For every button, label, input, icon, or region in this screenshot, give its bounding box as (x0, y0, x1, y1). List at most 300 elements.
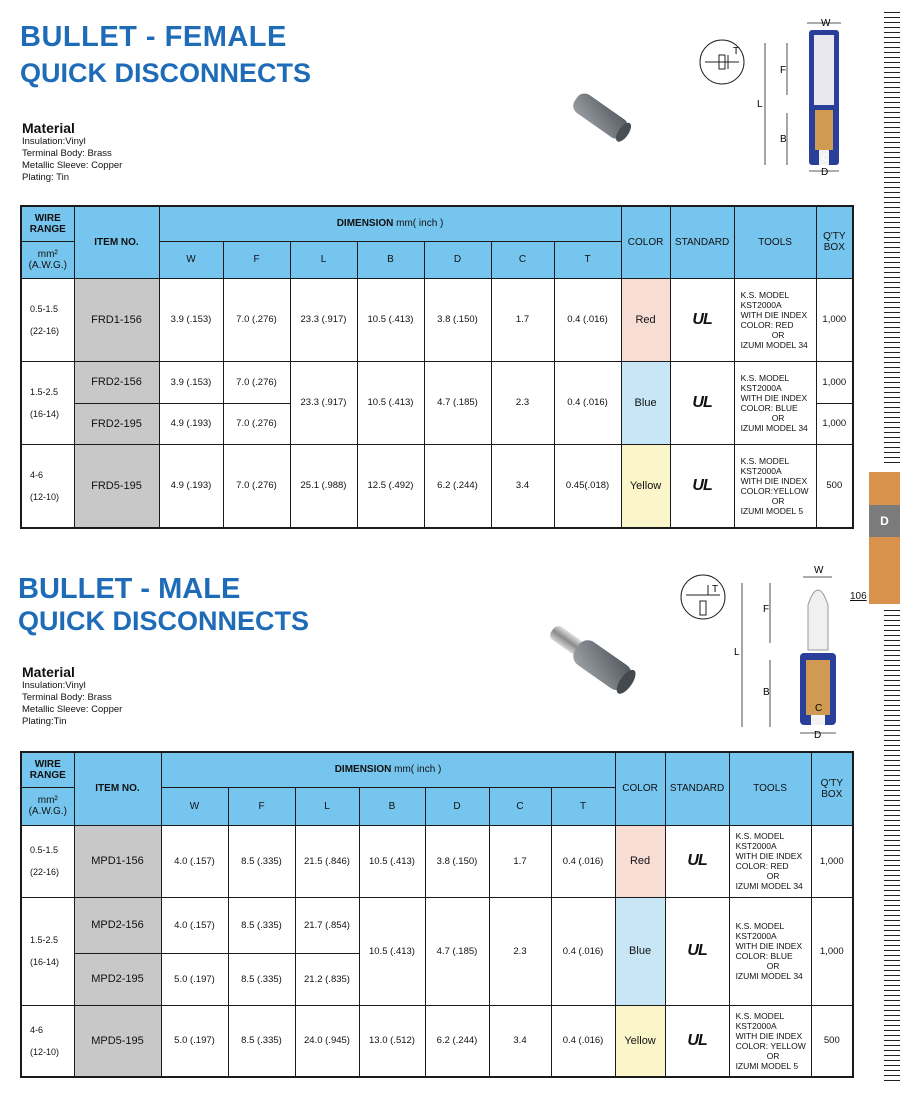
color-cell: Blue (621, 361, 670, 444)
wire-range-cell: 0.5-1.5 (22-16) (21, 825, 74, 897)
ruler-tick (884, 407, 900, 408)
page-number: 106 (850, 591, 867, 602)
item-no-cell: FRD2-195 (74, 403, 159, 444)
qty-cell: 1,000 (811, 825, 853, 897)
f-cell: 8.5 (.335) (228, 825, 295, 897)
ruler-tick (884, 1075, 900, 1076)
wire-range-cell: 4-6 (12-10) (21, 444, 74, 528)
ruler-tick (884, 337, 900, 338)
ruler-tick (884, 52, 900, 53)
female-diagram-label-b: B (780, 134, 787, 145)
f-cell: 8.5 (.335) (228, 1005, 295, 1077)
ruler-tick (884, 645, 900, 646)
d-cell: 6.2 (.244) (424, 444, 491, 528)
ruler-tick (884, 377, 900, 378)
color-header: COLOR (621, 206, 670, 278)
ruler-tick (884, 715, 900, 716)
standard-header: STANDARD (665, 752, 729, 825)
female-material-line: Terminal Body: Brass (22, 148, 112, 159)
male-material-line: Terminal Body: Brass (22, 692, 112, 703)
ruler-tick (884, 157, 900, 158)
section-tab (869, 472, 900, 604)
col-d-header: D (425, 787, 489, 825)
ruler-tick (884, 1060, 900, 1061)
col-b-header: B (359, 787, 425, 825)
w-cell: 3.9 (.153) (159, 278, 223, 361)
ruler-tick (884, 905, 900, 906)
ruler-tick (884, 805, 900, 806)
ruler-tick (884, 730, 900, 731)
ruler-tick (884, 1045, 900, 1046)
ruler-tick (884, 820, 900, 821)
ruler-tick (884, 765, 900, 766)
ruler-tick (884, 127, 900, 128)
d-cell: 6.2 (.244) (425, 1005, 489, 1077)
ruler-tick (884, 382, 900, 383)
ruler-tick (884, 630, 900, 631)
female-material-line: Metallic Sleeve: Copper (22, 160, 123, 171)
c-cell: 3.4 (489, 1005, 551, 1077)
ruler-tick (884, 825, 900, 826)
l-cell: 21.2 (.835) (295, 953, 359, 1005)
ruler-tick (884, 272, 900, 273)
ruler-tick (884, 262, 900, 263)
ruler-tick (884, 815, 900, 816)
qty-cell: 1,000 (816, 403, 853, 444)
ruler-tick (884, 132, 900, 133)
ruler-tick (884, 432, 900, 433)
ruler-tick (884, 965, 900, 966)
female-diagram-label-c: C (822, 153, 830, 164)
male-diagram-label-w: W (814, 565, 824, 576)
ruler-tick (884, 212, 900, 213)
col-l-header: L (290, 241, 357, 278)
qty-header: Q'TY BOX (816, 206, 853, 278)
ruler-tick (884, 372, 900, 373)
mm-awg-header: mm² (A.W.G.) (21, 241, 74, 278)
ruler-tick (884, 785, 900, 786)
ruler-tick (884, 975, 900, 976)
tools-cell: K.S. MODEL KST2000A WITH DIE INDEX COLOR:YELLOW OR IZUMI MODEL 5 (734, 444, 816, 528)
color-cell: Red (615, 825, 665, 897)
ruler-tick (884, 735, 900, 736)
tools-cell: K.S. MODEL KST2000A WITH DIE INDEX COLOR: BLUE OR IZUMI MODEL 34 (729, 897, 811, 1005)
ruler-tick (884, 397, 900, 398)
section-tab-letter: D (869, 505, 900, 537)
ruler-tick (884, 685, 900, 686)
ruler-tick (884, 790, 900, 791)
l-cell: 23.3 (.917) (290, 361, 357, 444)
ruler-tick (884, 885, 900, 886)
ruler-tick (884, 855, 900, 856)
ruler-tick (884, 307, 900, 308)
ruler-tick (884, 327, 900, 328)
ruler-tick (884, 332, 900, 333)
ruler-tick (884, 317, 900, 318)
ul-logo-icon: UL (665, 1005, 729, 1077)
ruler-tick (884, 655, 900, 656)
ruler-tick (884, 37, 900, 38)
l-cell: 21.7 (.854) (295, 897, 359, 953)
ruler-tick (884, 750, 900, 751)
qty-cell: 1,000 (816, 361, 853, 403)
ruler-tick (884, 387, 900, 388)
ruler-tick (884, 900, 900, 901)
ruler-tick (884, 292, 900, 293)
ruler-tick (884, 142, 900, 143)
ruler-tick (884, 117, 900, 118)
ruler-tick (884, 247, 900, 248)
ruler-tick (884, 880, 900, 881)
t-cell: 0.4 (.016) (554, 361, 621, 444)
f-cell: 7.0 (.276) (223, 361, 290, 403)
col-f-header: F (228, 787, 295, 825)
w-cell: 5.0 (.197) (161, 953, 228, 1005)
ruler-tick (884, 795, 900, 796)
table-row (21, 278, 853, 361)
ruler-tick (884, 665, 900, 666)
ruler-tick (884, 147, 900, 148)
male-spec-table (20, 751, 854, 1078)
ruler-tick (884, 172, 900, 173)
col-b-header: B (357, 241, 424, 278)
female-title-line2: QUICK DISCONNECTS (20, 58, 312, 88)
female-dimension-diagram (695, 15, 860, 185)
ruler-tick (884, 197, 900, 198)
ruler-tick (884, 895, 900, 896)
standard-header: STANDARD (670, 206, 734, 278)
item-no-cell: MPD5-195 (74, 1005, 161, 1077)
ruler-tick (884, 167, 900, 168)
male-title-line1: BULLET - MALE (18, 573, 241, 605)
c-cell: 2.3 (491, 361, 554, 444)
ruler-tick (884, 322, 900, 323)
ruler-tick (884, 192, 900, 193)
wire-range-cell: 1.5-2.5 (16-14) (21, 897, 74, 1005)
w-cell: 4.9 (.193) (159, 444, 223, 528)
d-cell: 3.8 (.150) (425, 825, 489, 897)
wire-range-header: WIRE RANGE (21, 752, 74, 787)
l-cell: 25.1 (.988) (290, 444, 357, 528)
color-cell: Yellow (615, 1005, 665, 1077)
item-no-cell: MPD1-156 (74, 825, 161, 897)
ruler-tick (884, 202, 900, 203)
ruler-tick (884, 960, 900, 961)
ruler-tick (884, 182, 900, 183)
wire-range-cell: 1.5-2.5 (16-14) (21, 361, 74, 444)
ruler-tick (884, 177, 900, 178)
ruler-tick (884, 910, 900, 911)
ruler-tick (884, 915, 900, 916)
col-c-header: C (489, 787, 551, 825)
ruler-tick (884, 1080, 900, 1081)
ruler-tick (884, 57, 900, 58)
ruler-tick (884, 955, 900, 956)
female-material-line: Insulation:Vinyl (22, 136, 86, 147)
ruler-tick (884, 452, 900, 453)
ruler-tick (884, 297, 900, 298)
ruler-tick (884, 252, 900, 253)
male-diagram-label-f: F (763, 604, 770, 615)
ruler-tick (884, 865, 900, 866)
ruler-tick (884, 162, 900, 163)
f-cell: 8.5 (.335) (228, 953, 295, 1005)
ruler-tick (884, 725, 900, 726)
ruler-tick (884, 342, 900, 343)
item-no-cell: MPD2-156 (74, 897, 161, 953)
table-row (21, 825, 853, 897)
wire-range-cell: 4-6 (12-10) (21, 1005, 74, 1077)
col-f-header: F (223, 241, 290, 278)
ruler-tick (884, 102, 900, 103)
table-row (21, 1005, 853, 1077)
color-cell: Yellow (621, 444, 670, 528)
ruler-tick (884, 362, 900, 363)
ruler-tick (884, 32, 900, 33)
ruler-tick (884, 690, 900, 691)
ruler-tick (884, 720, 900, 721)
b-cell: 10.5 (.413) (357, 278, 424, 361)
male-material-line: Plating:Tin (22, 716, 67, 727)
ruler-tick (884, 1065, 900, 1066)
male-diagram-label-t: T (712, 584, 719, 595)
ruler-tick (884, 302, 900, 303)
b-cell: 10.5 (.413) (359, 825, 425, 897)
ruler-tick (884, 635, 900, 636)
col-w-header: W (159, 241, 223, 278)
l-cell: 24.0 (.945) (295, 1005, 359, 1077)
ruler-tick (884, 1035, 900, 1036)
ruler-tick (884, 67, 900, 68)
ruler-tick (884, 1015, 900, 1016)
male-dimension-diagram (670, 565, 860, 745)
ruler-tick (884, 740, 900, 741)
ruler-tick (884, 282, 900, 283)
wire-range-cell: 0.5-1.5 (22-16) (21, 278, 74, 361)
ruler-tick (884, 710, 900, 711)
ruler-tick (884, 745, 900, 746)
ruler-tick (884, 82, 900, 83)
ruler-tick (884, 237, 900, 238)
table-row (21, 361, 853, 403)
ruler-tick (884, 62, 900, 63)
ruler-tick (884, 22, 900, 23)
item-no-header: ITEM NO. (74, 752, 161, 825)
female-product-image (560, 85, 640, 150)
color-cell: Blue (615, 897, 665, 1005)
ruler-tick (884, 92, 900, 93)
b-cell: 12.5 (.492) (357, 444, 424, 528)
item-no-cell: FRD2-156 (74, 361, 159, 403)
male-diagram-label-b: B (763, 687, 770, 698)
col-c-header: C (491, 241, 554, 278)
male-diagram-label-l: L (734, 647, 740, 658)
ruler-tick (884, 1030, 900, 1031)
ruler-tick (884, 890, 900, 891)
ruler-tick (884, 232, 900, 233)
t-cell: 0.4 (.016) (551, 897, 615, 1005)
qty-cell: 1,000 (811, 897, 853, 1005)
ruler-tick (884, 27, 900, 28)
ruler-tick (884, 615, 900, 616)
female-material-block (22, 120, 122, 184)
ruler-tick (884, 675, 900, 676)
ruler-tick (884, 845, 900, 846)
l-cell: 23.3 (.917) (290, 278, 357, 361)
qty-header: Q'TY BOX (811, 752, 853, 825)
ruler-tick (884, 835, 900, 836)
ruler-tick (884, 17, 900, 18)
dimension-header: DIMENSION mm( inch ) (161, 752, 615, 787)
ruler-tick (884, 227, 900, 228)
ruler-tick (884, 422, 900, 423)
c-cell: 3.4 (491, 444, 554, 528)
d-cell: 4.7 (.185) (425, 897, 489, 1005)
ruler-tick (884, 1020, 900, 1021)
dimension-header: DIMENSION mm( inch ) (159, 206, 621, 241)
ruler-tick (884, 945, 900, 946)
col-l-header: L (295, 787, 359, 825)
ruler-tick (884, 267, 900, 268)
w-cell: 5.0 (.197) (161, 1005, 228, 1077)
d-cell: 3.8 (.150) (424, 278, 491, 361)
ruler-tick (884, 680, 900, 681)
mm-awg-header: mm² (A.W.G.) (21, 787, 74, 825)
female-title-line1: BULLET - FEMALE (20, 21, 287, 53)
ruler-tick (884, 97, 900, 98)
c-cell: 1.7 (489, 825, 551, 897)
color-header: COLOR (615, 752, 665, 825)
ruler-tick (884, 610, 900, 611)
female-diagram-label-w: W (821, 18, 831, 29)
ruler-tick (884, 417, 900, 418)
female-spec-table (20, 205, 854, 529)
b-cell: 10.5 (.413) (357, 361, 424, 444)
ul-logo-icon: UL (665, 825, 729, 897)
ruler-tick (884, 1070, 900, 1071)
ruler-tick (884, 875, 900, 876)
ruler-tick (884, 995, 900, 996)
female-diagram-label-t: T (733, 46, 740, 57)
b-cell: 10.5 (.413) (359, 897, 425, 1005)
ruler-tick (884, 695, 900, 696)
ruler-tick (884, 257, 900, 258)
ruler-tick (884, 850, 900, 851)
ruler-tick (884, 840, 900, 841)
ruler-tick (884, 935, 900, 936)
qty-cell: 500 (811, 1005, 853, 1077)
ruler-tick (884, 1050, 900, 1051)
ruler-tick (884, 207, 900, 208)
female-diagram-label-d: D (821, 167, 829, 178)
tools-cell: K.S. MODEL KST2000A WITH DIE INDEX COLOR: YELLOW OR IZUMI MODEL 5 (729, 1005, 811, 1077)
ruler-tick (884, 1000, 900, 1001)
ruler-tick (884, 122, 900, 123)
t-cell: 0.4 (.016) (554, 278, 621, 361)
f-cell: 8.5 (.335) (228, 897, 295, 953)
tools-cell: K.S. MODEL KST2000A WITH DIE INDEX COLOR: RED OR IZUMI MODEL 34 (734, 278, 816, 361)
ruler-tick (884, 312, 900, 313)
male-title-line2: QUICK DISCONNECTS (18, 606, 310, 636)
ruler-tick (884, 940, 900, 941)
ruler-tick (884, 402, 900, 403)
ruler-tick (884, 187, 900, 188)
qty-cell: 1,000 (816, 278, 853, 361)
ruler-tick (884, 427, 900, 428)
ruler-tick (884, 640, 900, 641)
ruler-tick (884, 930, 900, 931)
ruler-tick (884, 457, 900, 458)
ruler-tick (884, 77, 900, 78)
ruler-tick (884, 1040, 900, 1041)
qty-cell: 500 (816, 444, 853, 528)
ruler-tick (884, 442, 900, 443)
wire-range-header: WIRE RANGE (21, 206, 74, 241)
w-cell: 4.0 (.157) (161, 897, 228, 953)
ruler-tick (884, 47, 900, 48)
ruler-tick (884, 152, 900, 153)
male-material-heading: Material (22, 664, 75, 680)
ruler-tick (884, 810, 900, 811)
table-row (21, 444, 853, 528)
ruler-tick (884, 775, 900, 776)
d-cell: 4.7 (.185) (424, 361, 491, 444)
ruler-tick (884, 367, 900, 368)
ul-logo-icon: UL (670, 278, 734, 361)
l-cell: 21.5 (.846) (295, 825, 359, 897)
t-cell: 0.45(.018) (554, 444, 621, 528)
item-no-cell: FRD1-156 (74, 278, 159, 361)
col-w-header: W (161, 787, 228, 825)
w-cell: 4.9 (.193) (159, 403, 223, 444)
ruler-tick (884, 222, 900, 223)
ruler-tick (884, 925, 900, 926)
ruler-tick (884, 72, 900, 73)
item-no-cell: MPD2-195 (74, 953, 161, 1005)
female-material-heading: Material (22, 120, 75, 136)
male-material-block (22, 664, 122, 728)
ruler-tick (884, 860, 900, 861)
ruler-tick (884, 42, 900, 43)
ruler-tick (884, 242, 900, 243)
ruler-tick (884, 620, 900, 621)
male-product-image (545, 610, 645, 710)
female-diagram-label-l: L (757, 99, 763, 110)
item-no-cell: FRD5-195 (74, 444, 159, 528)
male-material-line: Metallic Sleeve: Copper (22, 704, 123, 715)
female-material-line: Plating: Tin (22, 172, 69, 183)
ruler-tick (884, 437, 900, 438)
ruler-tick (884, 462, 900, 463)
c-cell: 2.3 (489, 897, 551, 1005)
item-no-header: ITEM NO. (74, 206, 159, 278)
ruler-tick (884, 780, 900, 781)
ruler-tick (884, 980, 900, 981)
ruler-tick (884, 670, 900, 671)
tools-cell: K.S. MODEL KST2000A WITH DIE INDEX COLOR: RED OR IZUMI MODEL 34 (729, 825, 811, 897)
t-cell: 0.4 (.016) (551, 1005, 615, 1077)
ruler-tick (884, 650, 900, 651)
ul-logo-icon: UL (670, 361, 734, 444)
ruler-tick (884, 347, 900, 348)
edge-ruler-top (884, 12, 900, 467)
male-diagram-label-d: D (814, 730, 822, 741)
table-row (21, 897, 853, 953)
ruler-tick (884, 412, 900, 413)
ruler-tick (884, 990, 900, 991)
ul-logo-icon: UL (670, 444, 734, 528)
c-cell: 1.7 (491, 278, 554, 361)
